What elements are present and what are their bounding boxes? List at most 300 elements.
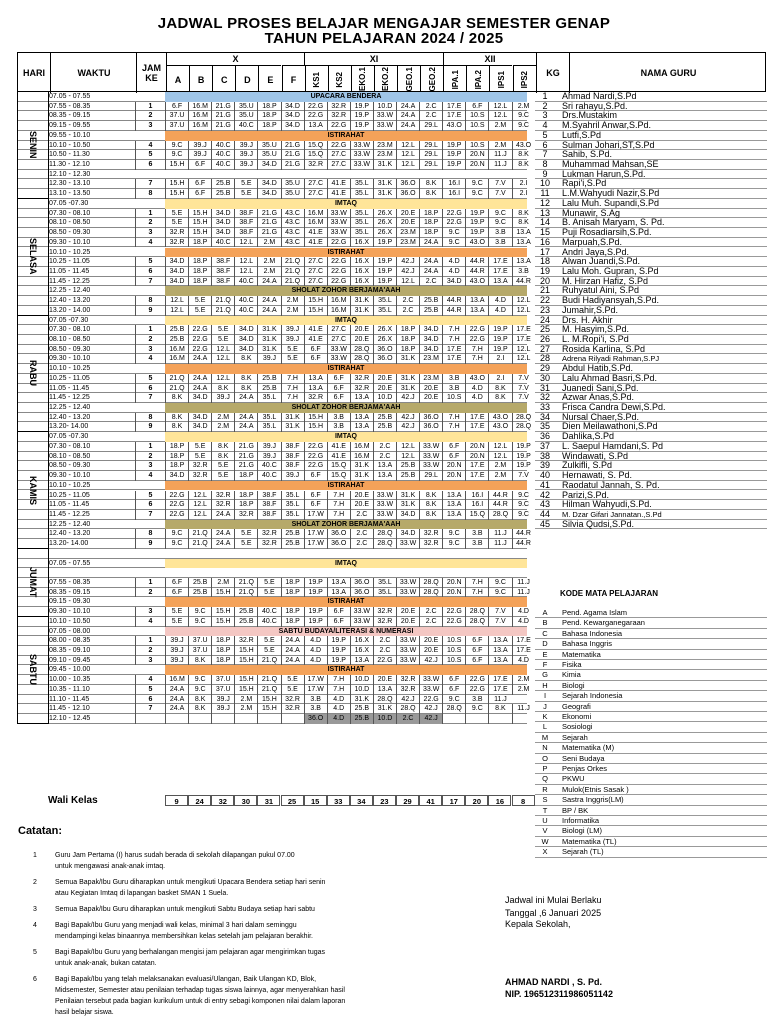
class-cell: 13.A bbox=[465, 306, 488, 316]
subject-code: Q bbox=[542, 774, 548, 784]
class-cell: 18.P bbox=[419, 209, 442, 219]
class-cell: 7.H bbox=[465, 588, 488, 598]
table-row bbox=[17, 471, 527, 481]
class-cell: 7.H bbox=[281, 393, 304, 403]
class-cell: 39.J bbox=[165, 646, 188, 656]
subject-name: Mulok(Etnis Sasak ) bbox=[562, 784, 629, 794]
class-cell: 16.M bbox=[188, 102, 211, 112]
class-cell: 9.C bbox=[165, 141, 188, 151]
class-cell: 17.E bbox=[512, 636, 535, 646]
teacher-number: 17 bbox=[539, 246, 550, 257]
class-cell: 5.E bbox=[165, 617, 188, 627]
subject-row bbox=[535, 722, 767, 732]
class-cell: 2.M bbox=[257, 257, 280, 267]
class-cell: 13.A bbox=[488, 277, 511, 287]
teacher-name: Juanedi Sani,S.Pd. bbox=[562, 382, 639, 393]
period-cell: 7 bbox=[135, 393, 165, 403]
class-cell: 22.G bbox=[327, 121, 350, 131]
class-cell: 24.A bbox=[165, 695, 188, 705]
class-cell: 4.D bbox=[465, 393, 488, 403]
class-cell: 15.H bbox=[211, 588, 234, 598]
time-cell: 07.30 - 08.10 bbox=[49, 209, 91, 217]
class-cell: 31.K bbox=[373, 160, 396, 170]
teacher-name: Drs. H. Akhir bbox=[562, 314, 613, 325]
class-cell: 44.R bbox=[512, 539, 535, 549]
period-cell bbox=[135, 714, 165, 724]
class-cell: 21.G bbox=[211, 102, 234, 112]
teacher-name: Frisca Candra Dewi,S.Pd. bbox=[562, 402, 666, 413]
class-cell: 33.W bbox=[373, 121, 396, 131]
class-header-15-label: IPS2 bbox=[520, 70, 530, 89]
subject-row bbox=[535, 650, 767, 660]
teacher-number: 37 bbox=[539, 440, 550, 451]
class-cell: 15.H bbox=[304, 422, 327, 432]
class-cell: 2.C bbox=[350, 510, 373, 520]
class-cell: 22.G bbox=[188, 345, 211, 355]
teacher-number: 21 bbox=[539, 285, 550, 296]
class-header-3 bbox=[235, 65, 258, 93]
time-cell: 12.40 - 13.20 bbox=[49, 297, 91, 305]
class-cell: 6.F bbox=[304, 471, 327, 481]
class-cell: 21.Q bbox=[211, 306, 234, 316]
class-cell: 20.E bbox=[396, 617, 419, 627]
class-cell: 39.J bbox=[257, 442, 280, 452]
class-cell: 33.W bbox=[419, 442, 442, 452]
class-cell: 12.L bbox=[234, 257, 257, 267]
class-cell: 3.B bbox=[465, 529, 488, 539]
class-header-13-label: IPA.2 bbox=[473, 69, 483, 90]
class-cell: 33.W bbox=[373, 491, 396, 501]
sign-line3: Kepala Sekolah, bbox=[505, 919, 571, 929]
class-cell: 19.P bbox=[327, 646, 350, 656]
period-cell: 4 bbox=[135, 354, 165, 364]
class-cell: 3.B bbox=[304, 695, 327, 705]
class-cell: 19.P bbox=[488, 345, 511, 355]
class-cell: 8.K bbox=[211, 384, 234, 394]
teacher-name: Abdul Hatib,S.Pd. bbox=[562, 363, 634, 374]
class-cell: 21.Q bbox=[234, 578, 257, 588]
class-cell: 16.X bbox=[350, 277, 373, 287]
class-cell: 20.E bbox=[419, 636, 442, 646]
class-cell: 15.H bbox=[234, 675, 257, 685]
class-cell: 35.L bbox=[257, 413, 280, 423]
class-cell: 22.G bbox=[327, 277, 350, 287]
class-cell: 35.L bbox=[350, 189, 373, 199]
class-cell: 8.K bbox=[165, 422, 188, 432]
class-cell: 6.F bbox=[327, 374, 350, 384]
subject-row bbox=[535, 702, 767, 712]
class-cell: 28.Q bbox=[373, 539, 396, 549]
class-cell: 17.E bbox=[488, 675, 511, 685]
class-cell: 41.E bbox=[304, 238, 327, 248]
subject-row bbox=[535, 681, 767, 691]
time-cell: 12.40 - 13.20 bbox=[49, 530, 91, 538]
time-cell: 12.10 - 12.30 bbox=[49, 170, 91, 178]
class-cell: 25.B bbox=[211, 189, 234, 199]
class-cell: 34.D bbox=[188, 393, 211, 403]
teacher-name: L. M.Ropi'i, S.Pd bbox=[562, 334, 629, 344]
class-cell: 18.P bbox=[396, 325, 419, 335]
class-cell: 20.N bbox=[442, 578, 465, 588]
class-cell: 20.E bbox=[373, 374, 396, 384]
class-cell: 33.W bbox=[350, 607, 373, 617]
teacher-name: Rosida Karlina, S.Pd bbox=[562, 343, 646, 354]
teacher-name: Marpuah,S.Pd. bbox=[562, 236, 623, 247]
teacher-number: 13 bbox=[539, 207, 550, 218]
class-cell: 28.Q bbox=[465, 617, 488, 627]
table-row bbox=[17, 131, 527, 141]
time-cell: 10.25 - 11.05 bbox=[49, 258, 90, 266]
class-cell: 28.Q bbox=[419, 578, 442, 588]
class-cell: 4.D bbox=[488, 296, 511, 306]
period-cell: 4 bbox=[135, 675, 165, 685]
table-row bbox=[17, 714, 527, 724]
class-cell: 41.E bbox=[304, 228, 327, 238]
class-cell: 9.C bbox=[465, 189, 488, 199]
period-cell: 2 bbox=[135, 588, 165, 598]
class-cell: 19.P bbox=[488, 325, 511, 335]
teacher-number: 18 bbox=[539, 256, 550, 267]
table-row bbox=[17, 345, 531, 355]
class-cell: 20.N bbox=[442, 471, 465, 481]
class-cell: 2.M bbox=[211, 422, 234, 432]
class-cell: 39.J bbox=[257, 354, 280, 364]
time-cell: 11.30 - 12.10 bbox=[49, 161, 90, 169]
subject-row bbox=[535, 785, 767, 795]
class-header-11-label: GEO.2 bbox=[427, 67, 437, 92]
waktu-header-label: WAKTU bbox=[77, 68, 111, 78]
class-cell: 42.J bbox=[419, 704, 442, 714]
class-cell: 3.B bbox=[465, 539, 488, 549]
class-cell: 32.R bbox=[304, 393, 327, 403]
teacher-number: 6 bbox=[542, 139, 548, 150]
class-cell: 41.E bbox=[327, 452, 350, 462]
class-cell: 17.E bbox=[512, 646, 535, 656]
time-cell: 10.25 - 11.05 bbox=[49, 374, 90, 382]
class-cell: 18.P bbox=[396, 345, 419, 355]
class-cell: 25.B bbox=[281, 529, 304, 539]
table-row bbox=[17, 568, 527, 578]
teacher-number: 38 bbox=[539, 450, 550, 461]
class-cell: 27.C bbox=[304, 179, 327, 189]
class-cell: 9.C bbox=[188, 617, 211, 627]
class-cell: 6.F bbox=[442, 442, 465, 452]
class-cell: 5.E bbox=[211, 461, 234, 471]
class-cell: 2.C bbox=[373, 636, 396, 646]
period-cell: 5 bbox=[135, 685, 165, 695]
teacher-number: 10 bbox=[539, 178, 550, 189]
class-cell: 35.L bbox=[373, 588, 396, 598]
class-cell: 5.E bbox=[211, 471, 234, 481]
teacher-number: 2 bbox=[542, 100, 548, 111]
class-cell: 10.S bbox=[442, 646, 465, 656]
class-cell: 28.Q bbox=[396, 704, 419, 714]
subject-code: B bbox=[542, 618, 548, 628]
class-cell: 5.E bbox=[188, 296, 211, 306]
period-cell: 3 bbox=[135, 607, 165, 617]
time-cell: 13.20 - 14.00 bbox=[49, 306, 91, 314]
period-cell: 7 bbox=[135, 510, 165, 520]
teacher-number: 41 bbox=[539, 479, 550, 490]
class-cell: 31.K bbox=[396, 500, 419, 510]
time-cell: 07.05 -07.30 bbox=[49, 199, 89, 207]
class-cell: 37.U bbox=[165, 121, 188, 131]
class-cell: 17.W bbox=[304, 510, 327, 520]
class-cell: 23.M bbox=[419, 354, 442, 364]
teacher-row bbox=[535, 500, 767, 510]
class-cell: 16.M bbox=[327, 296, 350, 306]
table-row bbox=[17, 354, 531, 364]
teacher-number: 4 bbox=[542, 120, 548, 131]
class-cell: 39.J bbox=[211, 704, 234, 714]
group-xii-header-label: XII bbox=[484, 54, 496, 64]
day-label-rabu: RABU bbox=[17, 316, 49, 433]
class-cell: 21.G bbox=[281, 141, 304, 151]
class-cell: 24.A bbox=[257, 277, 280, 287]
subject-code: U bbox=[542, 816, 548, 825]
class-cell bbox=[211, 714, 234, 724]
day-label-sabtu: SABTU bbox=[17, 617, 49, 724]
table-row bbox=[17, 588, 530, 598]
class-cell: 32.R bbox=[188, 471, 211, 481]
class-cell: 31.K bbox=[350, 695, 373, 705]
group-xii-header bbox=[443, 53, 536, 65]
teacher-name: Lalu Ahmad Basri,S.Pd. bbox=[562, 372, 658, 383]
class-cell: 20.N bbox=[465, 442, 488, 452]
class-cell: 25.B bbox=[350, 704, 373, 714]
class-cell: 2.C bbox=[419, 277, 442, 287]
class-cell: 20.E bbox=[350, 335, 373, 345]
time-cell: 09.30 - 10.10 bbox=[49, 608, 91, 616]
class-cell: 16.M bbox=[165, 354, 188, 364]
class-cell: 21.Q bbox=[281, 267, 304, 277]
table-row bbox=[17, 209, 527, 219]
class-cell: 40.C bbox=[257, 471, 280, 481]
class-cell: 36.O bbox=[396, 189, 419, 199]
class-cell: 31.K bbox=[396, 374, 419, 384]
time-cell: 09.15 - 09.30 bbox=[49, 598, 91, 606]
class-cell bbox=[165, 714, 188, 724]
class-cell: 4.D bbox=[442, 257, 465, 267]
class-cell: 12.L bbox=[512, 306, 535, 316]
table-row bbox=[17, 491, 527, 501]
class-cell: 7.V bbox=[488, 179, 511, 189]
class-cell: 12.L bbox=[211, 345, 234, 355]
class-cell: 7.H bbox=[281, 384, 304, 394]
class-cell: 32.R bbox=[211, 491, 234, 501]
class-cell: 6.F bbox=[327, 617, 350, 627]
time-cell: 12.40 - 13.20 bbox=[49, 413, 91, 421]
class-header-7 bbox=[328, 65, 351, 93]
class-cell: 34.D bbox=[257, 189, 280, 199]
class-cell: 7.V bbox=[512, 384, 535, 394]
teacher-name: Rapi'i,S.Pd bbox=[562, 178, 607, 189]
teacher-name: Muhammad Mahsan,SE bbox=[562, 159, 659, 170]
class-cell: 34.D bbox=[234, 345, 257, 355]
class-cell: 25.B bbox=[257, 384, 280, 394]
class-cell: 2.C bbox=[396, 714, 419, 724]
table-row bbox=[17, 665, 527, 675]
class-header-5 bbox=[282, 65, 305, 93]
class-cell: 40.C bbox=[257, 461, 280, 471]
table-row bbox=[17, 461, 531, 471]
class-cell: 8.K bbox=[419, 500, 442, 510]
class-cell: 20.E bbox=[419, 393, 442, 403]
period-cell: 4 bbox=[135, 617, 165, 627]
class-cell: 4.D bbox=[512, 656, 535, 666]
class-cell: 5.E bbox=[188, 306, 211, 316]
teacher-name: Parizi,S.Pd. bbox=[562, 489, 610, 500]
class-cell: 15.Q bbox=[465, 510, 488, 520]
class-cell: 13.A bbox=[488, 656, 511, 666]
table-row bbox=[17, 500, 527, 510]
class-cell: 7.H bbox=[442, 422, 465, 432]
class-cell: 19.P bbox=[327, 656, 350, 666]
class-cell: 18.P bbox=[234, 491, 257, 501]
teacher-number: 34 bbox=[539, 411, 550, 422]
class-cell: 9.C bbox=[188, 685, 211, 695]
class-cell: 35.L bbox=[373, 306, 396, 316]
period-cell: 9 bbox=[135, 306, 165, 316]
activity-band: IMTAQ bbox=[165, 316, 527, 326]
activity-band bbox=[165, 170, 527, 180]
class-cell: 9.C bbox=[465, 704, 488, 714]
class-cell: 4.D bbox=[442, 267, 465, 277]
subject-row bbox=[535, 691, 767, 701]
class-cell: 4.D bbox=[512, 617, 535, 627]
class-cell: 10.S bbox=[442, 656, 465, 666]
table-row bbox=[17, 218, 527, 228]
subject-name: Sejarah (TL) bbox=[562, 847, 604, 857]
class-cell: 8.K bbox=[419, 179, 442, 189]
class-cell: 22.G bbox=[465, 325, 488, 335]
class-cell: 12.L bbox=[512, 296, 535, 306]
class-cell: 9.C bbox=[442, 529, 465, 539]
class-cell: 8.K bbox=[188, 704, 211, 714]
period-cell: 5 bbox=[135, 150, 165, 160]
class-cell: 5.E bbox=[257, 588, 280, 598]
class-cell: 13.A bbox=[304, 374, 327, 384]
sign-line2: Tanggal ,6 Januari 2025 bbox=[505, 908, 602, 918]
class-cell: 20.E bbox=[350, 491, 373, 501]
class-cell: 5.E bbox=[234, 189, 257, 199]
class-cell: 12.L bbox=[396, 277, 419, 287]
teacher-name: B. Anisah Maryam, S. Pd. bbox=[562, 217, 665, 228]
class-cell: 20.E bbox=[350, 325, 373, 335]
period-cell: 4 bbox=[135, 141, 165, 151]
class-cell: 19.P bbox=[350, 111, 373, 121]
class-cell: 29.L bbox=[419, 150, 442, 160]
class-header-4 bbox=[258, 65, 281, 93]
class-cell: 39.J bbox=[165, 656, 188, 666]
class-cell: 3.B bbox=[442, 374, 465, 384]
class-cell: 18.P bbox=[281, 607, 304, 617]
table-row bbox=[17, 675, 530, 685]
class-cell: 32.R bbox=[257, 539, 280, 549]
class-header-8-label: EKO.1 bbox=[358, 67, 368, 92]
class-cell: 9.C bbox=[442, 228, 465, 238]
class-cell: 33.W bbox=[419, 452, 442, 462]
class-cell: 13.A bbox=[465, 296, 488, 306]
class-cell: 13.A bbox=[350, 413, 373, 423]
class-cell: 39.J bbox=[188, 150, 211, 160]
class-cell: 2.M bbox=[512, 675, 535, 685]
time-cell: 07.05 -07.30 bbox=[49, 316, 89, 324]
class-cell: 8.K bbox=[512, 150, 535, 160]
table-row bbox=[17, 286, 527, 296]
period-cell: 7 bbox=[135, 277, 165, 287]
class-cell: 5.E bbox=[257, 636, 280, 646]
class-cell: 41.E bbox=[327, 442, 350, 452]
class-cell: 18.P bbox=[281, 588, 304, 598]
class-cell: 24.A bbox=[419, 257, 442, 267]
class-cell: 15.H bbox=[257, 695, 280, 705]
class-cell: 2.M bbox=[234, 704, 257, 714]
class-cell: 21.G bbox=[281, 150, 304, 160]
class-cell: 35.U bbox=[234, 102, 257, 112]
class-cell: 11.J bbox=[512, 578, 535, 588]
subject-row bbox=[535, 806, 767, 816]
subject-row bbox=[535, 826, 767, 836]
class-cell: 8.K bbox=[165, 413, 188, 423]
class-cell: 28.Q bbox=[373, 695, 396, 705]
class-cell: 8.K bbox=[488, 384, 511, 394]
note-text: Bagi Bapak/Ibu Guru yang menjadi wali kelas, minimal 3 hari dalam seminggu bbox=[55, 922, 297, 929]
table-row bbox=[17, 403, 527, 413]
teacher-name: Munawir, S.Ag bbox=[562, 207, 621, 218]
time-cell: 07.55 - 08.35 bbox=[49, 579, 91, 586]
class-header-7-label: KS2 bbox=[335, 71, 345, 88]
time-cell: 08.10 - 08.50 bbox=[49, 336, 91, 343]
class-cell bbox=[512, 714, 535, 724]
note-text: Bagi Bapak/Ibu yang telah melaksanakan evaluasi/Ulangan, Baik Ulangan KD, Blok, bbox=[55, 976, 317, 983]
class-cell: 13.A bbox=[327, 578, 350, 588]
class-cell: 37.U bbox=[165, 111, 188, 121]
class-cell: 18.P bbox=[281, 617, 304, 627]
class-cell: 25.B bbox=[281, 539, 304, 549]
class-cell: 36.O bbox=[350, 578, 373, 588]
class-cell: 2.C bbox=[373, 452, 396, 462]
class-cell: 38.F bbox=[234, 209, 257, 219]
class-cell: 15.H bbox=[234, 646, 257, 656]
subject-row bbox=[535, 733, 767, 743]
teacher-number: 23 bbox=[539, 304, 550, 315]
class-cell: 5.E bbox=[165, 218, 188, 228]
class-cell: 16.X bbox=[350, 257, 373, 267]
class-cell: 4.D bbox=[488, 306, 511, 316]
class-cell: 35.L bbox=[350, 228, 373, 238]
class-cell: 13.A bbox=[304, 121, 327, 131]
class-cell: 8.K bbox=[188, 656, 211, 666]
class-cell: 2.M bbox=[211, 413, 234, 423]
teacher-number: 19 bbox=[539, 265, 550, 276]
teacher-name: M. Dzar Gifari Jannatan.,S.Pd bbox=[562, 509, 662, 519]
period-cell: 3 bbox=[135, 228, 165, 238]
class-cell bbox=[465, 714, 488, 724]
class-cell: 21.Q bbox=[188, 539, 211, 549]
teacher-name: Ahmad Nardi,S.Pd bbox=[562, 91, 637, 101]
class-cell: 22.G bbox=[165, 500, 188, 510]
class-cell: 5.E bbox=[281, 354, 304, 364]
subject-code: K bbox=[542, 712, 548, 721]
time-cell: 08.10 - 08.50 bbox=[49, 452, 91, 460]
table-row bbox=[17, 481, 527, 491]
class-cell: 13.A bbox=[304, 384, 327, 394]
teacher-name: Sahib, S.Pd. bbox=[562, 149, 613, 160]
class-cell: 2.M bbox=[281, 296, 304, 306]
subject-row bbox=[535, 639, 767, 649]
class-cell: 34.D bbox=[257, 179, 280, 189]
